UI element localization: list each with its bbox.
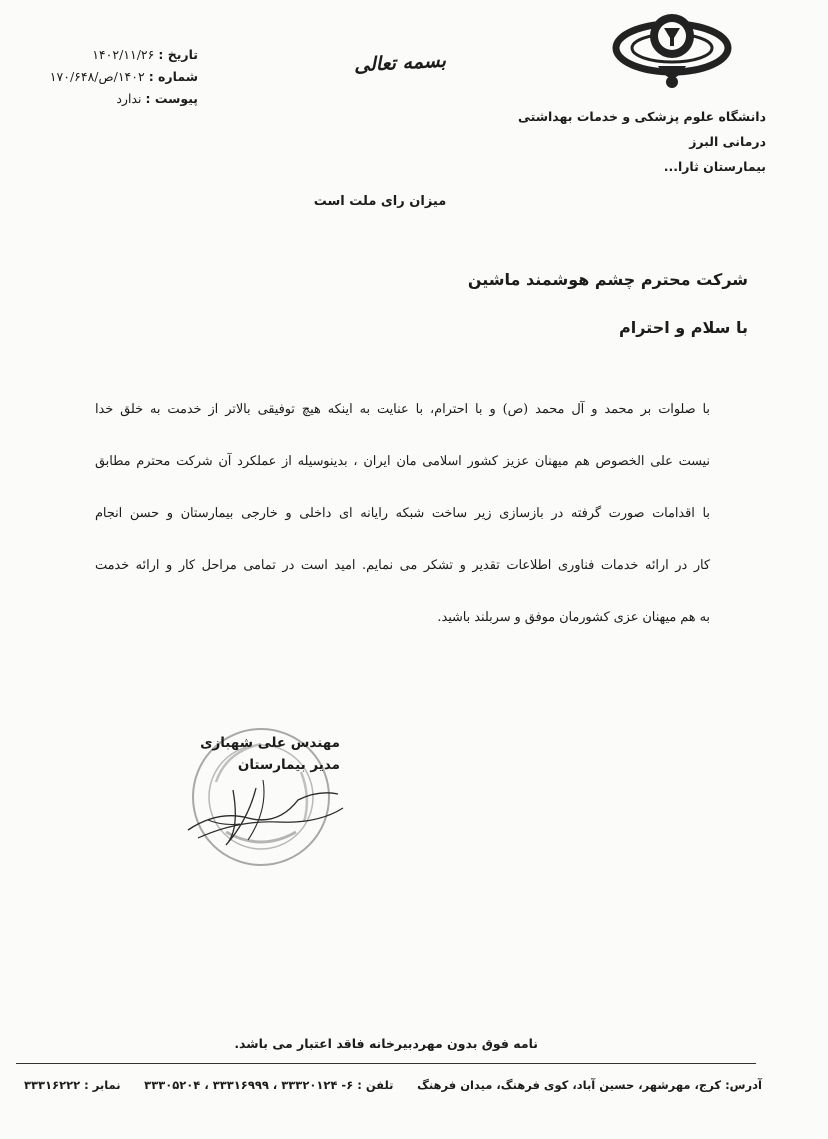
address-group [417, 1078, 762, 1092]
attachment-row [18, 88, 198, 110]
salutation: با سلام و احترام [619, 318, 748, 337]
attachment-value: ندارد [116, 91, 142, 106]
body-line: نیست علی الخصوص هم میهنان عزیز کشور اسلامی مان ایران ، بدینوسیله از عملکرد آن شرکت محترم مطابق [95, 454, 710, 469]
date-value: ۱۴۰۲/۱۱/۲۶ [92, 47, 155, 62]
footer-contact [24, 1078, 762, 1092]
fax-value: ۳۳۳۱۶۲۲۲ [24, 1078, 81, 1092]
signer-title: مدیر بیمارستان [237, 757, 340, 773]
body-line: به هم میهنان عزی کشورمان موفق و سربلند باشید. [437, 610, 710, 625]
recipient: شرکت محترم چشم هوشمند ماشین [467, 270, 748, 289]
phone-label: تلفن : [357, 1078, 394, 1092]
fax-label: نمابر : [84, 1078, 121, 1092]
footer-note: نامه فوق بدون مهردبیرخانه فاقد اعتبار می باشد. [234, 1036, 538, 1051]
number-value: ۱۴۰۲/ص/۱۷۰/۶۴۸ [49, 69, 145, 84]
footer-divider [16, 1063, 756, 1064]
organization-line: بیمارستان ثارا... [663, 159, 766, 174]
address-label: آدرس: [725, 1078, 762, 1092]
body-line: با صلوات بر محمد و آل محمد (ص) و با احترام، با عنایت به اینکه هیچ توفیقی بالاتر از خدمت به خلق خدا [95, 402, 710, 417]
signer-name: مهندس علی شهبازی [200, 735, 340, 751]
letter-meta [18, 44, 198, 110]
attachment-label: پیوست : [145, 91, 198, 106]
address-value: کرج، مهرشهر، حسین آباد، کوی فرهنگ، میدان فرهنگ [417, 1078, 722, 1092]
letter-body [95, 392, 710, 652]
number-label: شماره : [148, 69, 198, 84]
date-label: تاریخ : [158, 47, 198, 62]
organization-line: درمانی البرز [689, 134, 766, 149]
phone-group [144, 1078, 393, 1092]
handwritten-signature-icon [178, 760, 348, 850]
bismillah-heading: بسمه تعالی [353, 49, 447, 77]
motto: میزان رای ملت است [313, 194, 447, 209]
university-logo-icon [612, 8, 732, 98]
body-line: کار در ارائه خدمات فناوری اطلاعات تقدیر و تشکر می نمایم. امید است در تمامی مراحل کار و ارائه خدمت [95, 558, 710, 573]
number-row [18, 66, 198, 88]
organization-line: دانشگاه علوم پزشکی و خدمات بهداشتی [517, 109, 766, 124]
phone-value: ۶- ۳۳۳۲۰۱۲۴ ، ۳۳۳۱۶۹۹۹ ، ۳۳۳۰۵۲۰۴ [144, 1078, 354, 1092]
body-line: با اقدامات صورت گرفته در بازسازی زیر ساخت شبکه رایانه ای داخلی و خارجی بیمارستان و حسن انجام [95, 506, 710, 521]
fax-group [24, 1078, 121, 1092]
organization-block [496, 104, 766, 179]
date-row [18, 44, 198, 66]
